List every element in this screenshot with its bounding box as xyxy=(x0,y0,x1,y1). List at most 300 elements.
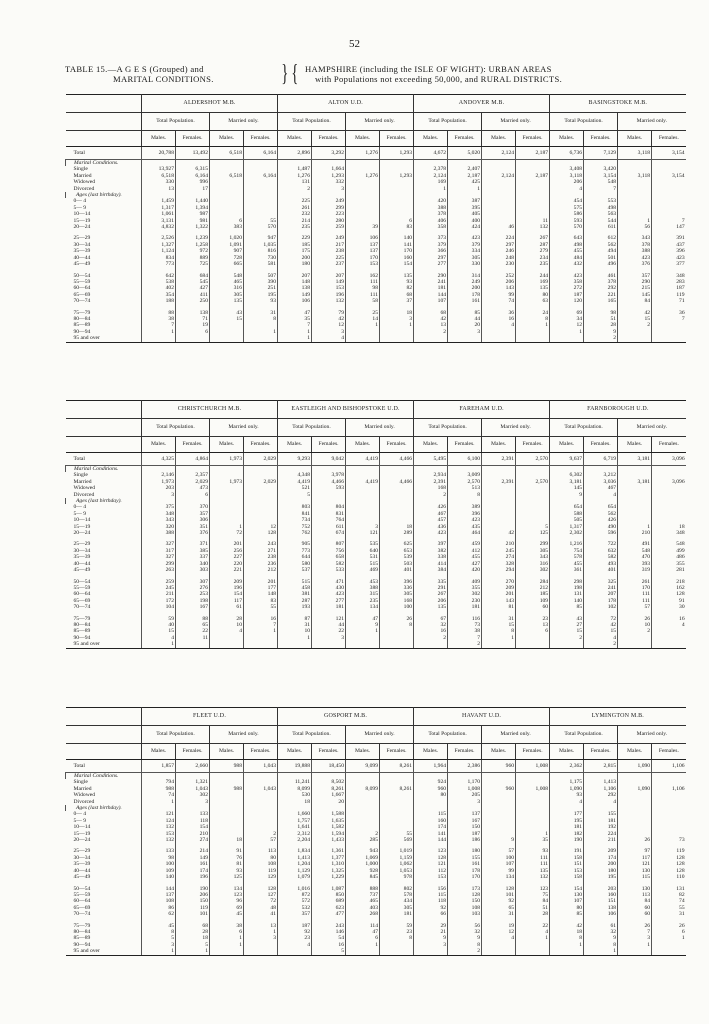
cell: 515 xyxy=(278,579,312,585)
cell: 423 xyxy=(618,255,652,261)
cell: 545 xyxy=(176,279,210,285)
opening-brace: { xyxy=(291,61,299,87)
cell: 168 xyxy=(414,485,448,491)
cell: 4 xyxy=(516,929,550,935)
cell xyxy=(618,335,652,342)
cell: 388 xyxy=(618,248,652,254)
cell: 1,008 xyxy=(516,760,550,773)
cell: 752 xyxy=(278,524,312,530)
title-line1: HAMPSHIRE (including the ISLE OF WIGHT): URBAN AREAS xyxy=(305,64,552,74)
cell: 531 xyxy=(346,554,380,560)
cell: 7 xyxy=(278,322,312,328)
cell: 6 xyxy=(210,218,244,224)
cell: 121 xyxy=(312,616,346,622)
empty-cell xyxy=(618,773,652,780)
cell: 477 xyxy=(312,911,346,917)
cell: 26 xyxy=(652,923,686,929)
cell: 28 xyxy=(176,929,210,935)
cell: 106 xyxy=(278,298,312,304)
cell: 1,293 xyxy=(380,147,414,160)
cell: 317 xyxy=(142,548,176,554)
cell: 2,570 xyxy=(516,453,550,466)
cell: 4,325 xyxy=(142,453,176,466)
cell: 285 xyxy=(346,837,380,843)
cell: 3,118 xyxy=(618,147,652,160)
cell: 249 xyxy=(312,235,346,241)
cell: 302 xyxy=(176,792,210,798)
cell: 18 xyxy=(176,935,210,941)
males-header: Males. xyxy=(550,437,584,453)
cell: 15 xyxy=(584,628,618,634)
cell: 100 xyxy=(380,604,414,610)
cell: 3,096 xyxy=(652,479,686,485)
cell: 134 xyxy=(482,874,516,880)
stats-table xyxy=(65,94,686,343)
cell: 28 xyxy=(584,322,618,328)
cell: 307 xyxy=(176,579,210,585)
cell xyxy=(210,335,244,342)
cell: 383 xyxy=(210,224,244,230)
row-label: Single xyxy=(73,779,88,786)
table-label-line2: MARITAL CONDITIONS. xyxy=(113,74,214,84)
cell: 8,502 xyxy=(312,779,346,785)
cell: 203 xyxy=(584,886,618,892)
married-only-header: Married only. xyxy=(210,726,278,744)
cell: 1,069 xyxy=(346,855,380,861)
cell: 6 xyxy=(652,929,686,935)
cell: 4,419 xyxy=(278,479,312,485)
section-heading: Ages (last birthday). xyxy=(66,805,142,811)
cell: 201 xyxy=(210,541,244,547)
cell xyxy=(516,335,550,342)
males-header: Males. xyxy=(346,131,380,147)
cell: 1,087 xyxy=(312,886,346,892)
cell: 119 xyxy=(244,868,278,874)
cell: 6,719 xyxy=(584,453,618,466)
cell: 25 xyxy=(346,310,380,316)
cell: 357 xyxy=(176,511,210,517)
cell: 1,413 xyxy=(278,855,312,861)
total-row xyxy=(66,760,686,773)
cell: 1,757 xyxy=(278,818,312,824)
cell xyxy=(278,948,312,955)
cell: 1,106 xyxy=(584,786,618,792)
cell: 174 xyxy=(584,855,618,861)
cell: 198 xyxy=(550,585,584,591)
cell: 73 xyxy=(448,622,482,628)
cell: 155 xyxy=(448,855,482,861)
cell: 409 xyxy=(448,579,482,585)
cell: 850 xyxy=(312,892,346,898)
cell: 290 xyxy=(414,273,448,279)
cell: 32 xyxy=(584,929,618,935)
cell: 93 xyxy=(550,792,584,798)
cell: 402 xyxy=(142,285,176,291)
cell: 253 xyxy=(176,591,210,597)
cell: 4,419 xyxy=(346,479,380,485)
cell: 1,091 xyxy=(210,242,244,248)
cell: 1 xyxy=(244,929,278,935)
area-name: GOSPORT M.B. xyxy=(278,708,414,726)
cell: 3,118 xyxy=(550,173,584,179)
cell: 187 xyxy=(652,285,686,291)
cell: 3 xyxy=(346,524,380,530)
cell: 80 xyxy=(550,905,584,911)
cell: 277 xyxy=(312,598,346,604)
cell: 178 xyxy=(448,292,482,298)
cell: 6,164 xyxy=(176,173,210,179)
cell: 465 xyxy=(346,898,380,904)
cell: 91 xyxy=(652,598,686,604)
cell: 18,450 xyxy=(312,760,346,773)
section-heading: Marital Conditions. xyxy=(66,160,142,167)
empty-cell xyxy=(448,160,482,167)
cell: 2,570 xyxy=(448,479,482,485)
cell: 150 xyxy=(448,898,482,904)
cell: 256 xyxy=(210,548,244,554)
cell: 299 xyxy=(312,205,346,211)
cell: 39 xyxy=(346,224,380,230)
cell xyxy=(414,641,448,648)
cell: 2,391 xyxy=(482,479,516,485)
cell: 1,008 xyxy=(516,786,550,792)
cell: 55 xyxy=(380,831,414,837)
cell: 5 xyxy=(312,948,346,955)
cell: 1,377 xyxy=(312,855,346,861)
cell: 86 xyxy=(142,905,176,911)
females-header: Females. xyxy=(176,131,210,147)
row-label: 30—34 xyxy=(73,547,91,554)
cell: 1 xyxy=(652,935,686,941)
cell: 230 xyxy=(448,598,482,604)
cell: 988 xyxy=(210,760,244,773)
area-name: EASTLEIGH AND BISHOPSTOKE U.D. xyxy=(278,401,414,419)
cell: 498 xyxy=(550,242,584,248)
females-header: Females. xyxy=(652,744,686,760)
cell: 107 xyxy=(550,898,584,904)
row-label: 25—29 xyxy=(73,235,91,242)
cell: 3 xyxy=(618,935,652,941)
row-label: 75—79 xyxy=(73,615,91,622)
cell: 259 xyxy=(142,579,176,585)
cell xyxy=(244,335,278,342)
cell: 280 xyxy=(312,218,346,224)
cell: 455 xyxy=(550,561,584,567)
row-label: 45—49 xyxy=(73,874,91,881)
cell: 642 xyxy=(142,273,176,279)
cell: 4 xyxy=(482,322,516,328)
cell: 225 xyxy=(278,198,312,204)
cell: 1,061 xyxy=(142,211,176,217)
cell: 355 xyxy=(448,585,482,591)
cell xyxy=(550,641,584,648)
cell: 328 xyxy=(482,561,516,567)
cell: 57 xyxy=(244,837,278,843)
empty-cell xyxy=(482,466,516,473)
stats-table xyxy=(65,400,686,649)
cell: 1,008 xyxy=(448,786,482,792)
cell: 180 xyxy=(278,261,312,267)
cell: 6,164 xyxy=(244,173,278,179)
cell: 200 xyxy=(278,255,312,261)
cell: 9,293 xyxy=(278,453,312,466)
cell: 54 xyxy=(312,935,346,941)
cell: 88 xyxy=(176,616,210,622)
cell: 612 xyxy=(584,235,618,241)
cell: 1,000 xyxy=(346,861,380,867)
cell: 327 xyxy=(142,541,176,547)
married-only-header: Married only. xyxy=(346,113,414,131)
cell: 186 xyxy=(448,837,482,843)
cell: 72 xyxy=(584,616,618,622)
empty-cell xyxy=(550,466,584,473)
cell: 18 xyxy=(380,310,414,316)
cell: 572 xyxy=(278,898,312,904)
cell: 563 xyxy=(584,211,618,217)
cell: 42 xyxy=(312,316,346,322)
cell xyxy=(618,641,652,648)
cell: 501 xyxy=(584,255,618,261)
cell: 92 xyxy=(414,905,448,911)
empty-cell xyxy=(346,160,380,167)
cell: 178 xyxy=(584,598,618,604)
cell: 375 xyxy=(142,504,176,510)
cell xyxy=(448,335,482,342)
cell: 56 xyxy=(448,923,482,929)
cell: 38 xyxy=(142,316,176,322)
cell: 210 xyxy=(618,530,652,536)
cell: 319 xyxy=(618,567,652,573)
cell: 148 xyxy=(278,279,312,285)
cell: 535 xyxy=(346,541,380,547)
cell: 756 xyxy=(312,548,346,554)
cell: 18 xyxy=(278,799,312,805)
cell: 132 xyxy=(142,837,176,843)
cell: 168 xyxy=(380,598,414,604)
cell: 125 xyxy=(516,530,550,536)
cell: 7 xyxy=(652,218,686,224)
cell: 9 xyxy=(346,622,380,628)
cell: 654 xyxy=(584,504,618,510)
cell: 221 xyxy=(210,567,244,573)
cell: 111 xyxy=(346,292,380,298)
cell: 3 xyxy=(142,942,176,948)
empty-cell xyxy=(414,160,448,167)
cell: 470 xyxy=(618,554,652,560)
cell: 6 xyxy=(346,935,380,941)
cell: 2,815 xyxy=(584,760,618,773)
cell: 1,857 xyxy=(142,760,176,773)
cell: 224 xyxy=(482,235,516,241)
cell: 411 xyxy=(176,292,210,298)
cell: 981 xyxy=(176,218,210,224)
cell: 160 xyxy=(380,255,414,261)
cell: 730 xyxy=(244,255,278,261)
cell: 432 xyxy=(550,261,584,267)
cell: 538 xyxy=(142,279,176,285)
cell: 343 xyxy=(142,517,176,523)
cell: 458 xyxy=(278,585,312,591)
cell: 66 xyxy=(414,911,448,917)
cell: 2 xyxy=(414,329,448,335)
cell: 140 xyxy=(550,598,584,604)
cell: 1,016 xyxy=(278,886,312,892)
cell: 18 xyxy=(550,929,584,935)
cell: 128 xyxy=(652,855,686,861)
cell: 121 xyxy=(618,861,652,867)
empty-cell xyxy=(278,160,312,167)
cell: 373 xyxy=(414,235,448,241)
cell: 343 xyxy=(618,235,652,241)
cell: 153 xyxy=(142,831,176,837)
cell: 272 xyxy=(550,285,584,291)
cell: 625 xyxy=(380,541,414,547)
cell: 185 xyxy=(516,591,550,597)
cell: 1 xyxy=(278,335,312,342)
cell: 548 xyxy=(210,273,244,279)
cell: 2,187 xyxy=(448,173,482,179)
cell: 61 xyxy=(584,923,618,929)
cell: 498 xyxy=(584,205,618,211)
cell: 206 xyxy=(550,179,584,185)
cell: 1 xyxy=(346,628,380,634)
females-header: Females. xyxy=(312,437,346,453)
cell: 315 xyxy=(346,591,380,597)
cell: 434 xyxy=(380,898,414,904)
empty-cell xyxy=(550,160,584,167)
cell: 119 xyxy=(652,292,686,298)
cell: 562 xyxy=(584,242,618,248)
cell: 74 xyxy=(652,898,686,904)
cell: 85 xyxy=(448,310,482,316)
empty-cell xyxy=(618,466,652,473)
empty-cell xyxy=(516,160,550,167)
cell: 154 xyxy=(550,886,584,892)
cell: 3,978 xyxy=(312,472,346,478)
total-population-header: Total Population. xyxy=(278,113,346,131)
cell: 773 xyxy=(142,261,176,267)
cell: 4 xyxy=(210,628,244,634)
cell: 4,864 xyxy=(176,453,210,466)
empty-cell xyxy=(244,466,278,473)
cell: 9,042 xyxy=(312,453,346,466)
section-heading: Marital Conditions. xyxy=(66,466,142,473)
row-label: 10—14 xyxy=(73,517,91,524)
cell: 379 xyxy=(448,242,482,248)
cell: 18 xyxy=(652,524,686,530)
cell: 1,090 xyxy=(550,786,584,792)
cell: 596 xyxy=(584,530,618,536)
cell: 98 xyxy=(346,285,380,291)
cell: 87 xyxy=(278,616,312,622)
corner-cell xyxy=(66,419,142,437)
cell: 180 xyxy=(448,848,482,854)
cell: 57 xyxy=(482,848,516,854)
cell: 8 xyxy=(244,316,278,322)
cell: 51 xyxy=(516,905,550,911)
cell: 2,391 xyxy=(482,453,516,466)
cell: 299 xyxy=(516,541,550,547)
cell: 1 xyxy=(516,322,550,328)
cell: 115 xyxy=(414,811,448,817)
cell: 6,315 xyxy=(176,166,210,172)
cell: 297 xyxy=(414,255,448,261)
row-label: Divorced xyxy=(73,798,95,805)
cell: 6,518 xyxy=(210,147,244,160)
cell: 423 xyxy=(414,530,448,536)
row-label: 40—44 xyxy=(73,254,91,261)
cell: 55 xyxy=(244,218,278,224)
cell: 43 xyxy=(550,616,584,622)
cell: 211 xyxy=(142,591,176,597)
area-block-3 xyxy=(65,707,685,956)
cell: 334 xyxy=(448,248,482,254)
empty-cell xyxy=(584,773,618,780)
cell: 34 xyxy=(550,316,584,322)
row-label: 45—49 xyxy=(73,567,91,574)
cell: 725 xyxy=(176,261,210,267)
cell: 7 xyxy=(652,316,686,322)
cell: 48 xyxy=(244,905,278,911)
area-name: ALTON U.D. xyxy=(278,95,414,113)
table-label-line1: TABLE 15.—A G E S (Grouped) and xyxy=(65,64,204,74)
cell: 3,096 xyxy=(652,453,686,466)
cell: 132 xyxy=(516,874,550,880)
cell: 578 xyxy=(380,892,414,898)
cell: 118 xyxy=(176,818,210,824)
cell: 36 xyxy=(482,310,516,316)
cell: 92 xyxy=(482,898,516,904)
cell xyxy=(482,948,516,955)
cell: 28 xyxy=(516,911,550,917)
cell: 245 xyxy=(142,585,176,591)
cell: 20 xyxy=(312,799,346,805)
cell: 128 xyxy=(652,861,686,867)
corner-cell xyxy=(66,113,142,131)
males-header: Males. xyxy=(278,437,312,453)
cell: 75 xyxy=(516,892,550,898)
cell: 426 xyxy=(584,517,618,523)
cell: 146 xyxy=(312,929,346,935)
cell: 807 xyxy=(312,541,346,547)
row-label: 30—34 xyxy=(73,854,91,861)
cell: 2,391 xyxy=(414,479,448,485)
cell: 406 xyxy=(414,218,448,224)
cell: 35 xyxy=(516,837,550,843)
row-label: 40—44 xyxy=(73,560,91,567)
males-header: Males. xyxy=(278,744,312,760)
cell: 570 xyxy=(244,224,278,230)
cell: 1,106 xyxy=(652,786,686,792)
cell: 412 xyxy=(448,548,482,554)
cell: 227 xyxy=(210,554,244,560)
cell: 42 xyxy=(584,622,618,628)
cell: 223 xyxy=(312,211,346,217)
cell: 872 xyxy=(278,892,312,898)
cell: 3,131 xyxy=(142,218,176,224)
cell: 9 xyxy=(550,492,584,498)
cell: 486 xyxy=(652,554,686,560)
cell: 499 xyxy=(652,548,686,554)
cell: 888 xyxy=(346,886,380,892)
cell: 92 xyxy=(278,929,312,935)
cell: 302 xyxy=(516,567,550,573)
cell: 9 xyxy=(584,329,618,335)
cell: 1,635 xyxy=(312,818,346,824)
cell: 13 xyxy=(142,186,176,192)
cell: 274 xyxy=(482,554,516,560)
cell: 1,667 xyxy=(312,792,346,798)
